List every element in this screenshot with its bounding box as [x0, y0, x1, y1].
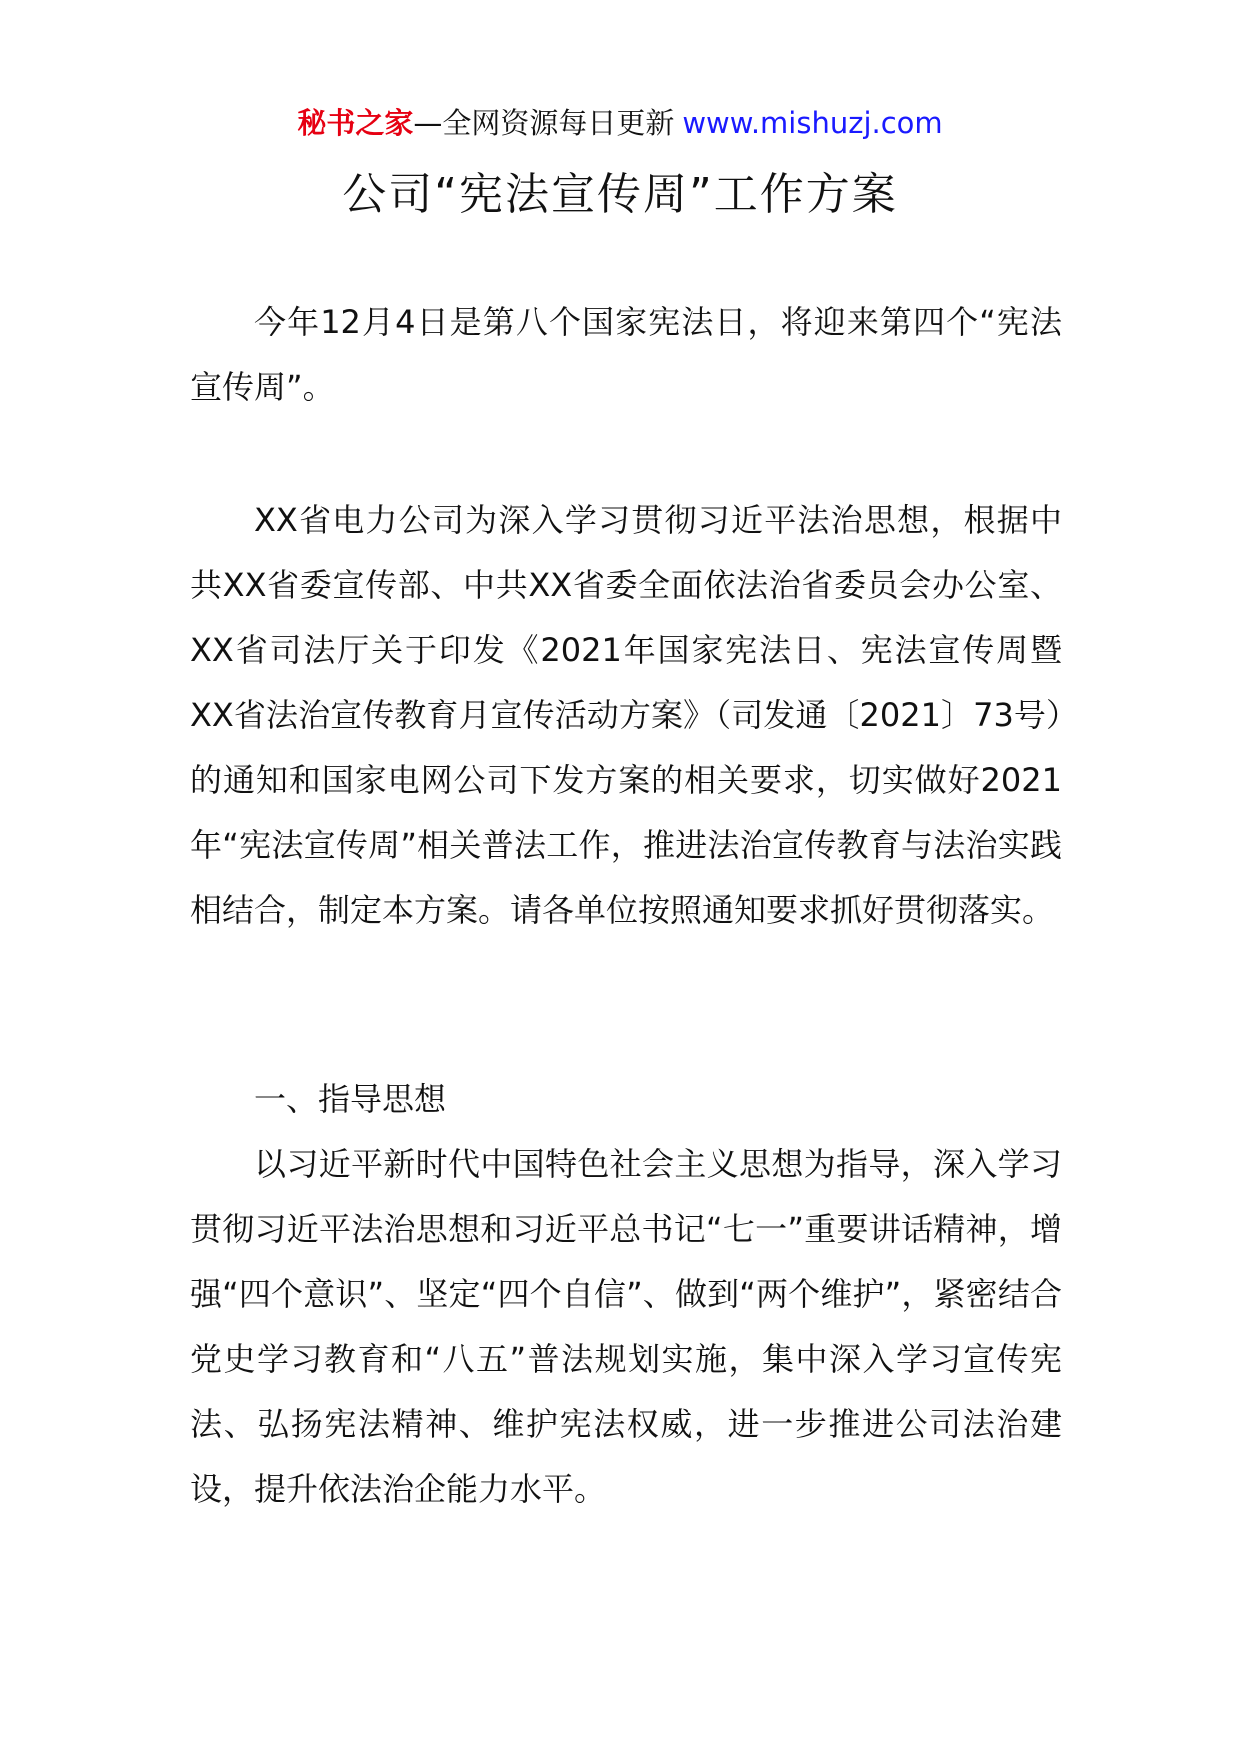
site-tagline: —全网资源每日更新 [413, 106, 675, 140]
site-brand-name: 秘书之家 [297, 106, 414, 140]
intro-paragraph: 今年12月4日是第八个国家宪法日，将迎来第四个“宪法宣传周”。 [190, 303, 1062, 406]
document-title: 公司“宪法宣传周”工作方案 [342, 169, 898, 220]
guiding-ideology-paragraph: 以习近平新时代中国特色社会主义思想为指导，深入学习贯彻习近平法治思想和习近平总书记“七一”重要讲话精神，增强“四个意识”、坚定“四个自信”、做到“两个维护”，紧密结合党史学习教育和“八五”普法规划实施，集中深入学习宣传宪法、弘扬宪法精神、维护宪法权威，进一步推进公司法治建设，提升依法治企能力水平。 [190, 1145, 1062, 1508]
site-header-banner [0, 103, 1240, 143]
purpose-paragraph: XX省电力公司为深入学习贯彻习近平法治思想，根据中共XX省委宣传部、中共XX省委全面依法治省委员会办公室、XX省司法厅关于印发《2021年国家宪法日、宪法宣传周暨XX省法治宣传教育月宣传活动方案》（司发通〔2021〕73号）的通知和国家电网公司下发方案的相关要求，切实做好2021年“宪法宣传周”相关普法工作，推进法治宣传教育与法治实践相结合，制定本方案。请各单位按照通知要求抓好贯彻落实。 [190, 501, 1062, 929]
section-heading-guiding-ideology: 一、指导思想 [254, 1080, 447, 1118]
site-url-link[interactable]: www.mishuzj.com [682, 106, 943, 140]
